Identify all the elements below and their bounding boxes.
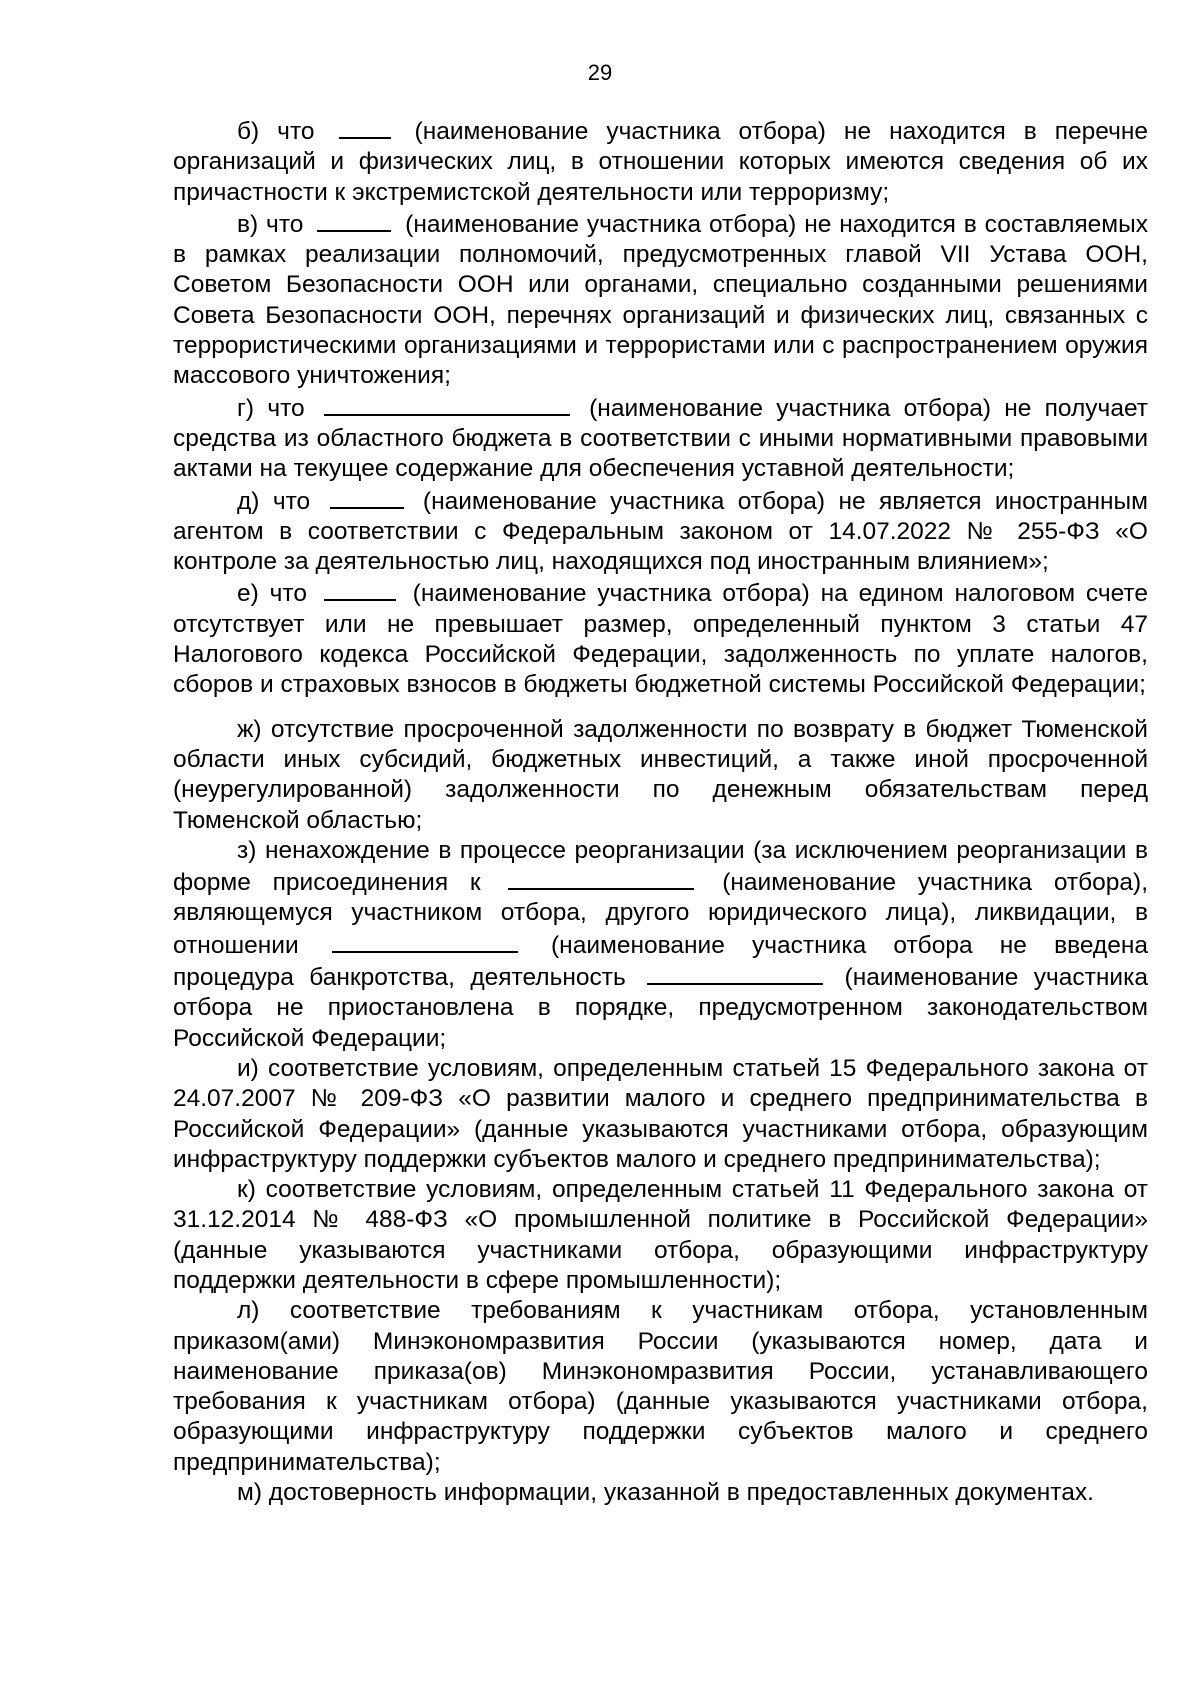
blank-fill-line (647, 961, 823, 985)
paragraph-zh: ж) отсутствие просроченной задолженности по возврату в бюджет Тюменской области иных субсидий, бюджетных инвестиций, а также иной просроченной (неурегулированной) задолженности по денежным обязательствам перед Тюменской областью; (173, 715, 1148, 834)
page-number: 29 (587, 60, 613, 85)
blank-fill-line (332, 929, 518, 953)
paragraph-g-lead: г) что (237, 394, 305, 422)
paragraph-v-lead: в) что (237, 210, 304, 238)
blank-fill-line (508, 866, 694, 890)
paragraph-g-text: (наименование участника отбора) не получает средства из областного бюджета в соответствии с иными нормативными правовыми актами на текущее содержание для обеспечения уставной деятельности; (173, 394, 1148, 483)
paragraph-d-text: (наименование участника отбора) не является иностранным агентом в соответствии с Федеральным законом от 14.07.2022 № 255-ФЗ «О контроле за деятельностью лиц, находящихся под иностранным влиянием»; (173, 487, 1148, 576)
paragraph-g (173, 392, 1148, 485)
paragraph-z-part1: з) ненахождение в процессе реорганизации (за исключением реорганизации в форме присоединения к (173, 836, 1148, 897)
paragraph-b-lead: б) что (237, 118, 315, 145)
paragraph-d-lead: д) что (237, 487, 311, 515)
paragraph-m: м) достоверность информации, указанной в предоставленных документах. (237, 1479, 1094, 1507)
blank-fill-line (324, 577, 396, 601)
paragraph-e-text: (наименование участника отбора) на едином налоговом счете отсутствует или не превышает размер, определенный пунктом 3 статьи 47 Налогового кодекса Российской Федерации, задолженность по уплате налогов, сборов и страховых взносов в бюджеты бюджетной системы Российской Федерации; (173, 580, 1149, 699)
paragraph-d (173, 485, 1148, 578)
document-body (173, 115, 1148, 1508)
blank-fill-line (317, 208, 391, 232)
paragraph-z-part4: (наименование участника отбора не приостановлена в порядке, предусмотренном законодательством Российской Федерации; (173, 964, 1148, 1052)
paragraph-e-lead: е) что (237, 580, 307, 608)
blank-fill-line (324, 392, 570, 416)
paragraph-v (173, 208, 1148, 392)
paragraph-b-text: (наименование участника отбора) не находится в перечне организаций и физических лиц, в отношении которых имеются сведения об их причастности к экстремистской деятельности или терроризму; (173, 118, 1148, 206)
paragraph-k: к) соответствие условиям, определенным статьей 11 Федерального закона от 31.12.2014 № 488-ФЗ «О промышленной политике в Российской Федерации» (данные указываются участниками отбора, образующими инфраструктуру поддержки деятельности в сфере промышленности); (173, 1176, 1148, 1294)
paragraph-l: л) соответствие требованиям к участникам отбора, установленным приказом(ами) Минэкономразвития России (указываются номер, дата и наименование приказа(ов) Минэкономразвития России, устанавливающего требования к участникам отбора) (данные указываются участниками отбора, образующими инфраструктуру поддержки субъектов малого и среднего предпринимательства); (173, 1297, 1148, 1476)
paragraph-z-part2: (наименование участника отбора), являющемуся участником отбора, другого юридического лица), ликвидации, в отношении (173, 869, 1149, 959)
paragraph-i: и) соответствие условиям, определенным статьей 15 Федерального закона от 24.07.2007 № 209-ФЗ «О развитии малого и среднего предпринимательства в Российской Федерации» (данные указываются участниками отбора, образующим инфраструктуру поддержки субъектов малого и среднего предпринимательства); (173, 1054, 1148, 1173)
blank-fill-line (339, 115, 391, 139)
paragraph-z (173, 836, 1148, 1054)
paragraph-e (173, 577, 1148, 700)
blank-fill-line (330, 485, 404, 509)
paragraph-z-part3: (наименование участника отбора не введена процедура банкротства, деятельность (173, 931, 1148, 992)
paragraph-v-text: (наименование участника отбора) не находится в составляемых в рамках реализации полномочий, предусмотренных главой VII Устава ООН, Советом Безопасности ООН или органами, специально созданными решениями Совета Безопасности ООН, перечнях организаций и физических лиц, связанных с террористическими организациями и террористами или с распространением оружия массового уничтожения; (173, 210, 1149, 390)
paragraph-b (173, 115, 1148, 208)
